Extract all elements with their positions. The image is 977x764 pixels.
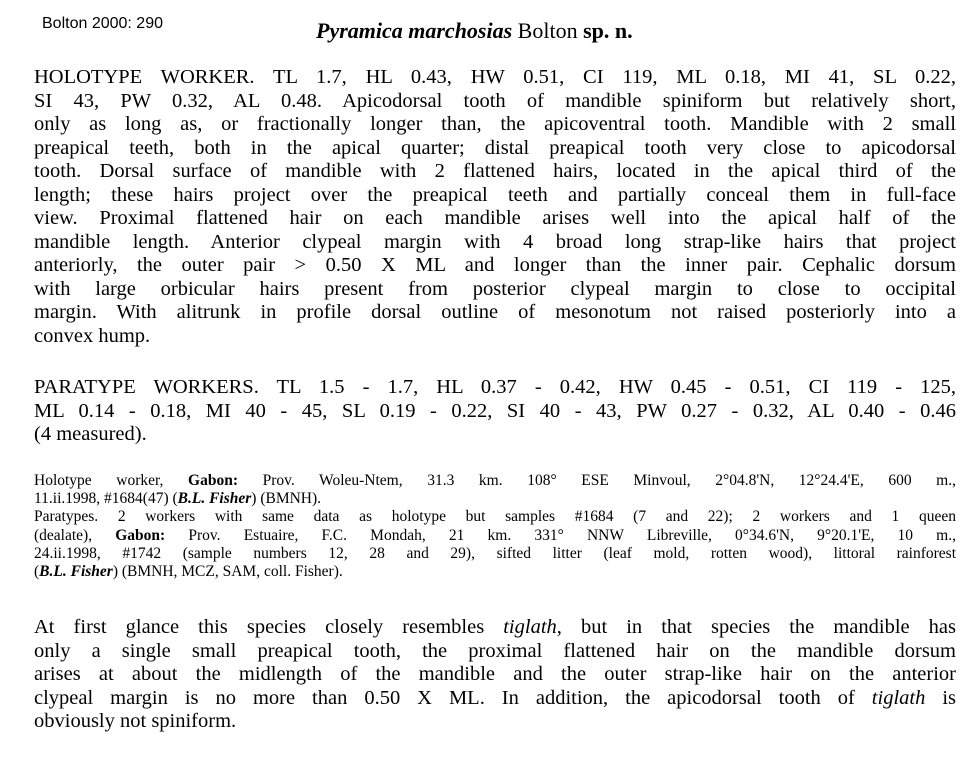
holotype-line: length; these hairs project over the preapical teeth and partially conceal them in full-face <box>34 183 956 206</box>
material-text: ) (BMNH). <box>251 490 322 508</box>
paratype-line: PARATYPE WORKERS. TL 1.5 - 1.7, HL 0.37 - 0.42, HW 0.45 - 0.51, CI 119 - 125, <box>34 376 956 398</box>
country-name: Gabon: <box>115 526 166 544</box>
country-name: Gabon: <box>188 472 238 489</box>
holotype-line: mandible length. Anterior clypeal margin with 4 broad long strap-like hairs that project <box>34 230 956 253</box>
holotype-line: margin. With alitrunk in profile dorsal outline of mesonotum not raised posteriorly into a <box>34 301 956 323</box>
species-author: Bolton <box>517 18 578 43</box>
species-title <box>316 18 633 44</box>
collector-name: B.L. Fisher <box>177 490 252 508</box>
holotype-line: preapical teeth, both in the apical quarter; distal preapical tooth very close to apicodorsal <box>34 136 956 159</box>
material-text: 24.ii.1998, #1742 (sample numbers 12, 28 and 29), sifted litter (leaf mold, rotten wood), littoral rainforest <box>34 544 956 562</box>
material-text: (dealate), <box>34 526 116 544</box>
compared-species: tiglath <box>871 686 926 709</box>
discussion-text: clypeal margin is no more than 0.50 X ML. In addition, the apicodorsal tooth of <box>34 686 872 709</box>
paratype-measurements <box>34 376 956 447</box>
holotype-line: SI 43, PW 0.32, AL 0.48. Apicodorsal tooth of mandible spiniform but relatively short, <box>34 89 956 112</box>
material-line <box>34 563 956 581</box>
discussion-line: obviously not spiniform. <box>34 710 237 732</box>
discussion-line <box>34 616 956 640</box>
paratype-line: (4 measured). <box>34 423 147 445</box>
material-line <box>34 508 956 526</box>
holotype-line: tooth. Dorsal surface of mandible with 2 flattened hairs, located in the apical third of the <box>34 160 956 182</box>
paratype-line: ML 0.14 - 0.18, MI 40 - 45, SL 0.19 - 0.22, SI 40 - 43, PW 0.27 - 0.32, AL 0.40 - 0.46 <box>34 399 956 422</box>
material-text: ) (BMNH, MCZ, SAM, coll. Fisher). <box>112 563 343 581</box>
page-citation: Bolton 2000: 290 <box>42 15 163 32</box>
holotype-line: convex hump. <box>34 324 151 347</box>
material-line <box>34 545 956 563</box>
material-line <box>34 490 956 508</box>
collector-name: B.L. Fisher <box>39 563 113 581</box>
material-examined <box>34 472 956 581</box>
holotype-description <box>34 66 956 348</box>
material-line <box>34 527 956 545</box>
holotype-line: view. Proximal flattened hair on each mandible arises well into the apical half of the <box>34 207 956 229</box>
holotype-line: only as long as, or fractionally longer than, the apicoventral tooth. Mandible with 2 small <box>34 113 956 135</box>
material-text: Prov. Estuaire, F.C. Mondah, 21 km. 331° NNW Libreville, 0°34.6'N, 9°20.1'E, 10 m., <box>165 526 956 544</box>
discussion-line <box>34 687 956 711</box>
diagnosis-discussion <box>34 616 956 734</box>
discussion-text: At first glance this species closely resembles <box>34 616 504 638</box>
material-text: ( <box>34 563 40 581</box>
holotype-line: with large orbicular hairs present from posterior clypeal margin to close to occipital <box>34 277 956 300</box>
holotype-line: HOLOTYPE WORKER. TL 1.7, HL 0.43, HW 0.51, CI 119, ML 0.18, MI 41, SL 0.22, <box>34 66 956 88</box>
material-text: Paratypes. 2 workers with same data as holotype but samples #1684 (7 and 22); 2 workers and 1 queen <box>34 508 956 526</box>
species-status: sp. n. <box>583 18 633 43</box>
discussion-line: arises at about the midlength of the mandible and the outer strap-like hair on the anterior <box>34 663 956 685</box>
discussion-line: only a single small preapical tooth, the proximal flattened hair on the mandible dorsum <box>34 639 956 662</box>
discussion-text: is <box>925 686 956 709</box>
material-text: 11.ii.1998, #1684(47) ( <box>34 490 178 508</box>
material-text: Holotype worker, <box>34 472 189 489</box>
species-name: Pyramica marchosias <box>316 18 513 43</box>
material-line <box>34 472 956 490</box>
discussion-text: , but in that species the mandible has <box>556 616 957 638</box>
holotype-line: anteriorly, the outer pair > 0.50 X ML and longer than the inner pair. Cephalic dorsum <box>34 254 956 276</box>
material-text: Prov. Woleu-Ntem, 31.3 km. 108° ESE Minvoul, 2°04.8'N, 12°24.4'E, 600 m., <box>238 472 956 489</box>
compared-species: tiglath <box>503 616 557 638</box>
